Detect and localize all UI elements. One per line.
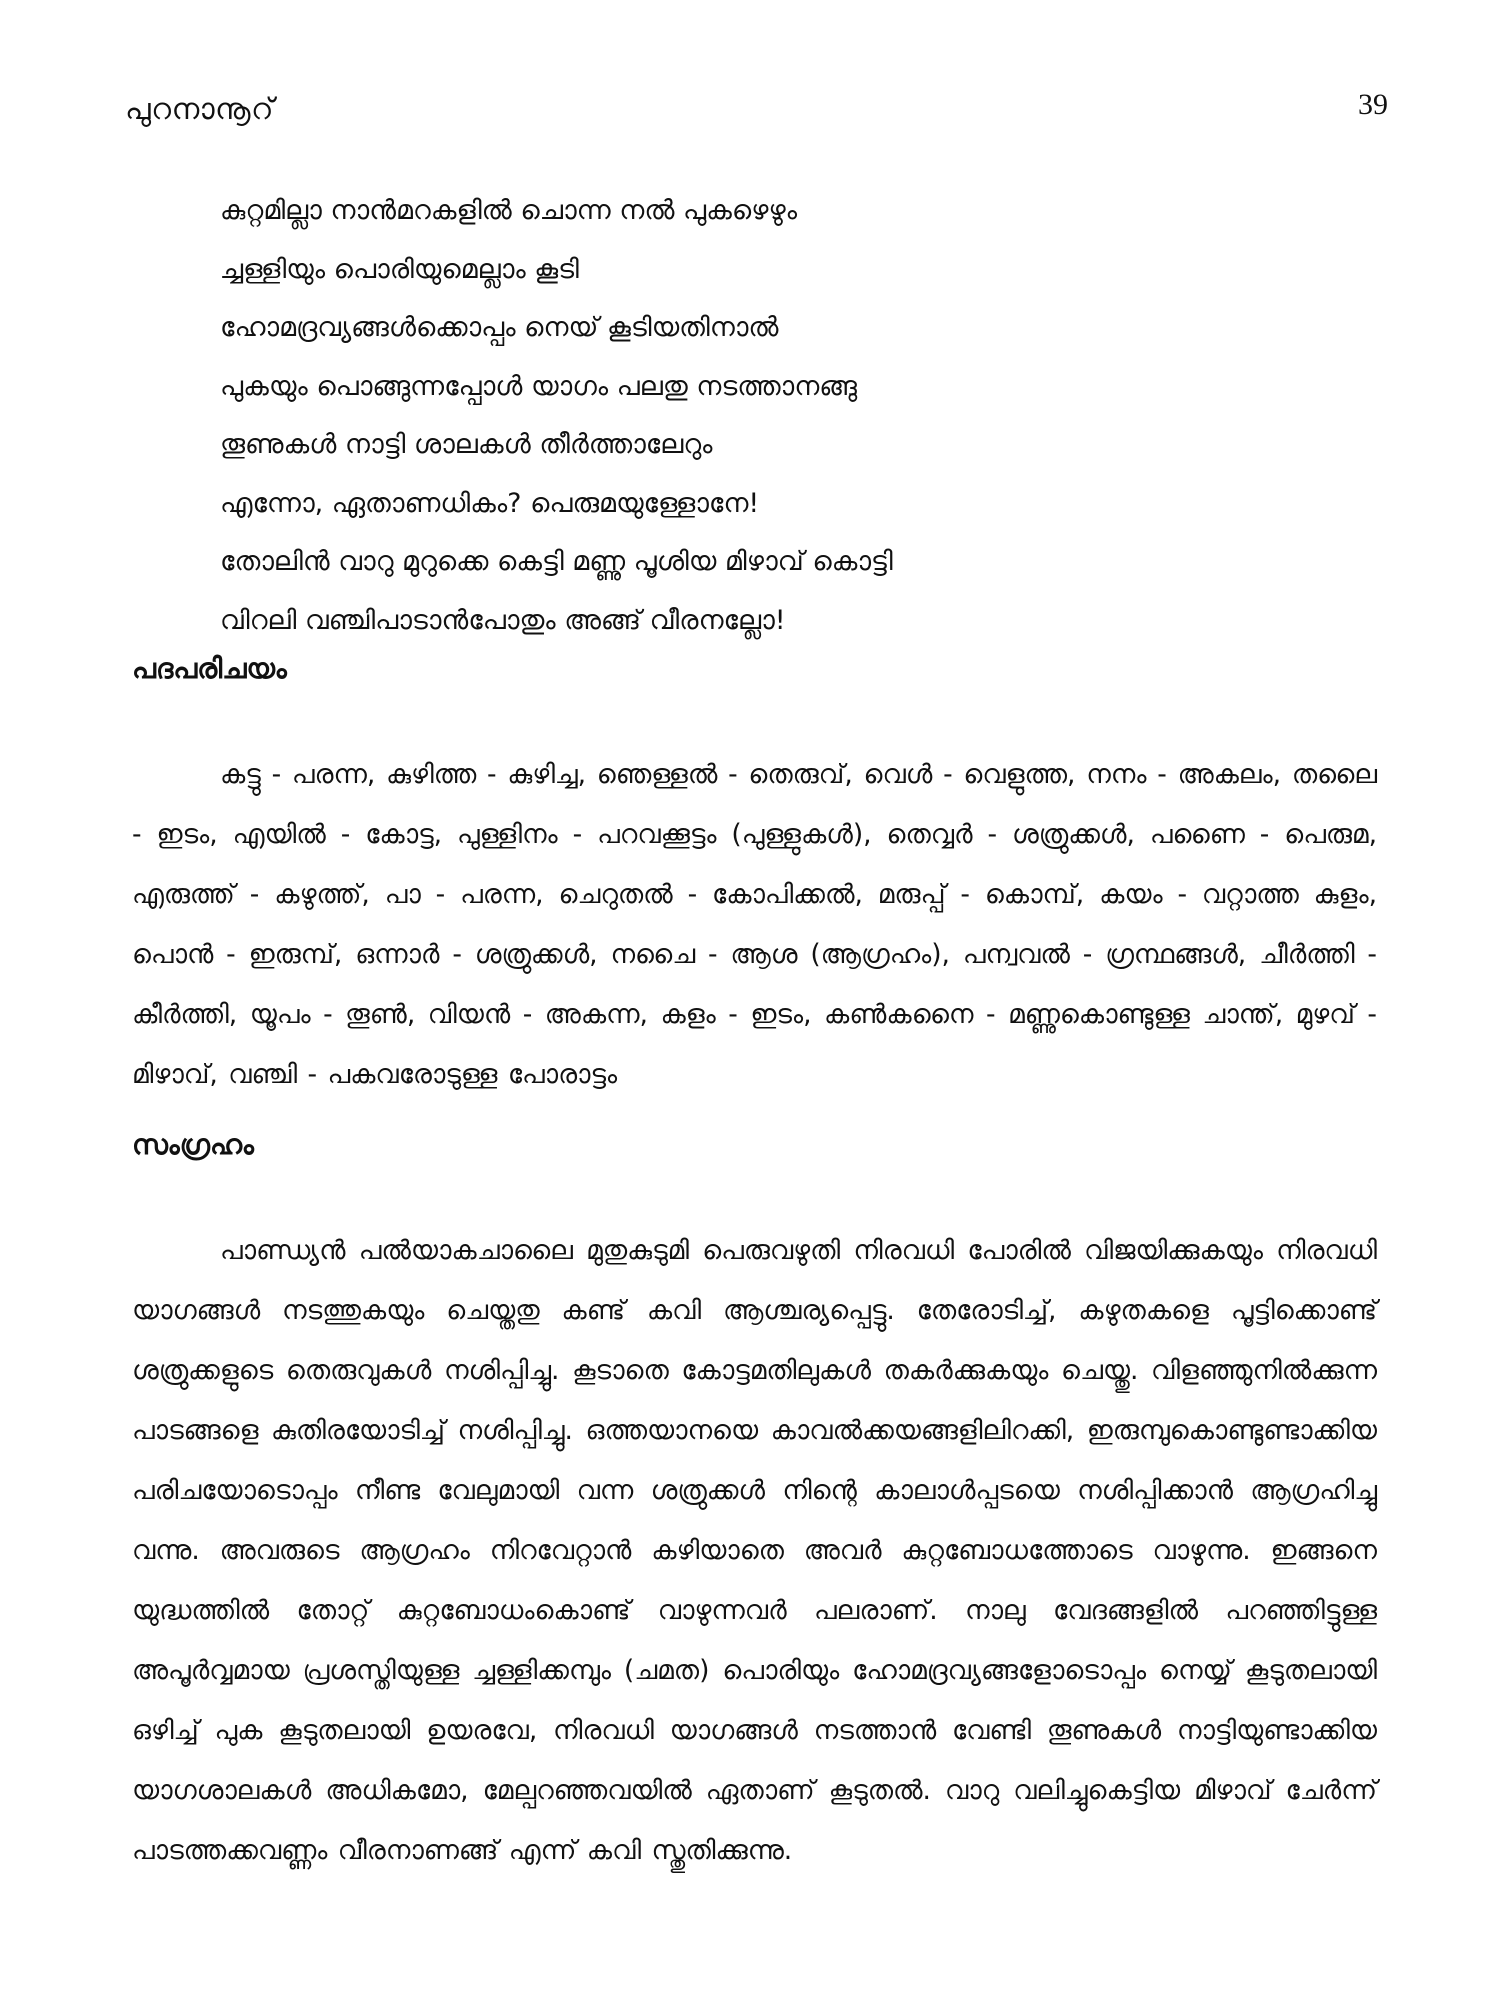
verse-line: കുറ്റമില്ലാ നാൻമറകളിൽ ചൊന്ന നൽ പുകഴെഴും	[220, 195, 798, 226]
verse-line: വിറലി വഞ്ചിപാടാൻപോതും അങ്ങ് വീരനല്ലോ!	[220, 604, 786, 636]
glossary-paragraph: കട്ടു - പരന്ന, കുഴിത്ത - കുഴിച്ച, ഞെള്ളൽ - തെരുവ്, വെൾ - വെളുത്ത, നനം - അകലം, തലൈ - ഇടം, എയിൽ - കോട്ട, പുള്ളിനം - പറവക്കൂട്ടം (പുള്ളുകൾ), തെവ്വർ - ശത്രുക്കൾ, പണൈ - പെരുമ, എരുത്ത് - കഴുത്ത്, പാ - പരന്ന, ചെറുതൽ - കോപിക്കൽ, മരുപ്പ് - കൊമ്പ്, കയം - വറ്റാത്ത കുളം, പൊൻ - ഇരുമ്പ്, ഒന്നാർ - ശത്രുക്കൾ, നചൈ - ആശ (ആഗ്രഹം), പന്വവൽ - ഗ്രന്ഥങ്ങൾ, ചീർത്തി - കീർത്തി, യൂപം - തൂൺ, വിയൻ - അകന്ന, കളം - ഇടം, കൺകനൈ - മണ്ണുകൊണ്ടുള്ള ചാന്ത്, മുഴവ് - മിഴാവ്, വഞ്ചി - പകവരോടുള്ള പോരാട്ടം	[132, 758, 1377, 1090]
verse-line: എന്നോ, ഏതാണധികം? പെരുമയുള്ളോനേ!	[220, 487, 760, 519]
verse-line: തോലിൻ വാറു മുറുക്കെ കെട്ടി മണ്ണു പൂശിയ മിഴാവ് കൊട്ടി	[220, 546, 893, 577]
verse-line: തൂണുകൾ നാട്ടി ശാലകൾ തീർത്താലേറും	[220, 429, 713, 460]
verse-line: ഹോമദ്രവ്യങ്ങൾക്കൊപ്പം നെയ് കൂടിയതിനാൽ	[220, 312, 779, 343]
verse-line: ച്ചള്ളിയും പൊരിയുമെല്ലാം കൂടി	[220, 253, 579, 285]
summary-heading: സംഗ്രഹം	[132, 1128, 254, 1161]
running-head-title: പുറനാനൂറ്	[125, 92, 275, 127]
summary-paragraph: പാണ്ഡ്യൻ പൽയാകചാലൈ മുതുകുടുമി പെരുവഴുതി നിരവധി പോരിൽ വിജയിക്കുകയും നിരവധി യാഗങ്ങൾ നടത്തുകയും ചെയ്തതു കണ്ട് കവി ആശ്ചര്യപ്പെട്ടു. തേരോടിച്ച്, കഴുതകളെ പൂട്ടിക്കൊണ്ട് ശത്രുക്കളുടെ തെരുവുകൾ നശിപ്പിച്ചു. കൂടാതെ കോട്ടമതിലുകൾ തകർക്കുകയും ചെയ്തു. വിളഞ്ഞുനിൽക്കുന്ന പാടങ്ങളെ കുതിരയോടിച്ച് നശിപ്പിച്ചു. ഒത്തയാനയെ കാവൽക്കയങ്ങളിലിറക്കി, ഇരുമ്പുകൊണ്ടുണ്ടാക്കിയ പരിചയോടൊപ്പം നീണ്ട വേലുമായി വന്ന ശത്രുക്കൾ നിന്റെ കാലാൾപ്പടയെ നശിപ്പിക്കാൻ ആഗ്രഹിച്ചു വന്നു. അവരുടെ ആഗ്രഹം നിറവേറ്റാൻ കഴിയാതെ അവർ കുറ്റബോധത്തോടെ വാഴുന്നു. ഇങ്ങനെ യുദ്ധത്തിൽ തോറ്റ് കുറ്റബോധംകൊണ്ട് വാഴുന്നവർ പലരാണ്. നാലു വേദങ്ങളിൽ പറഞ്ഞിട്ടുള്ള അപൂർവ്വമായ പ്രശസ്തിയുള്ള ച്ചള്ളിക്കമ്പും (ചമത) പൊരിയും ഹോമദ്രവ്യങ്ങളോടൊപ്പം നെയ്യ് കൂടുതലായി ഒഴിച്ച് പുക കൂടുതലായി ഉയരവേ, നിരവധി യാഗങ്ങൾ നടത്താൻ വേണ്ടി തൂണുകൾ നാട്ടിയുണ്ടാക്കിയ യാഗശാലകൾ അധികമോ, മേല്പറഞ്ഞവയിൽ ഏതാണ് കൂടുതൽ. വാറു വലിച്ചുകെട്ടിയ മിഴാവ് ചേർന്ന് പാടത്തക്കവണ്ണം വീരനാണങ്ങ് എന്ന് കവി സ്തുതിക്കുന്നു.	[132, 1234, 1377, 1866]
verse-line: പുകയും പൊങ്ങുന്നപ്പോൾ യാഗം പലതു നടത്താനങ്ങു	[220, 370, 857, 402]
page-number: 39	[1358, 88, 1388, 121]
verse-block	[220, 182, 1370, 650]
glossary-heading: പദപരിചയം	[132, 652, 287, 685]
